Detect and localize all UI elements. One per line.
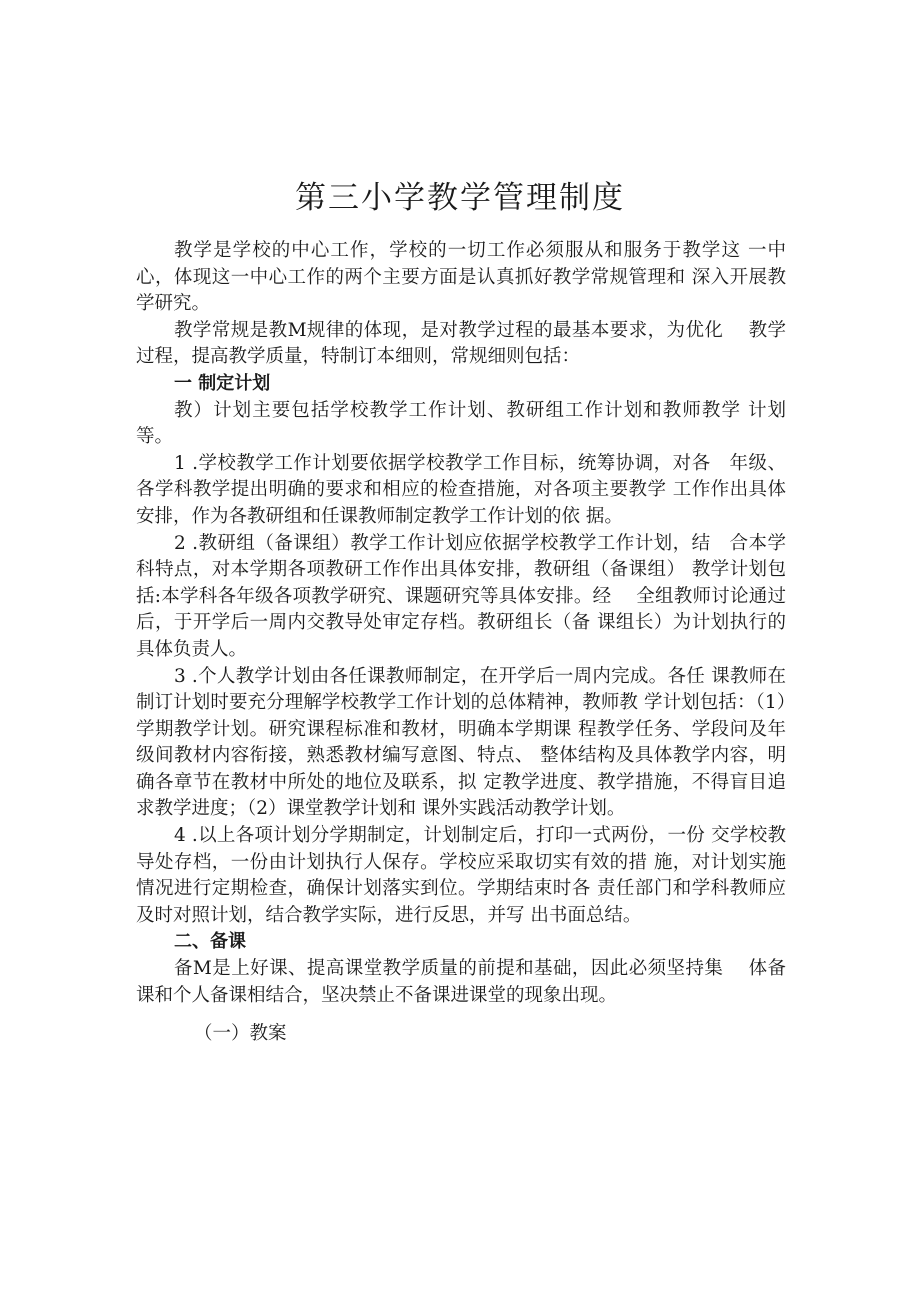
section-lesson-prep-intro: 备M是上好课、提高课堂教学质量的前提和基础，因此必须坚持集 体备课和个人备课相结合，坚决禁止不备课进课堂的现象出现。: [136, 958, 786, 1006]
document-body: [136, 238, 786, 1048]
section-plan-intro: 教）计划主要包括学校教学工作计划、教研组工作计划和教师教学 计划等。: [136, 399, 786, 448]
plan-item-3: 3 .个人教学计划由各任课教师制定，在开学后一周内完成。各任 课教师在制订计划时要充分理解学校教学工作计划的总体精神，教师教 学计划包括：（1）学期教学计划。研究课程标准和教材，明确本学期课 程教学任务、学段问及年级间教材内容衔接，熟悉教材编写意图、特点、 整体结构及具体教学内容，明确各章节在教材中所处的地位及联系，拟 定教学进度、教学措施，不得盲目追求教学进度；（2）课堂教学计划和 课外实践活动教学计划。: [136, 665, 786, 820]
sub-heading-lesson-plan: （一）教案: [194, 1023, 287, 1045]
intro-paragraph-2: 教学常规是教M规律的体现，是对教学过程的最基本要求，为优化 教学过程，提高教学质量，特制订本细则，常规细则包括：: [136, 319, 786, 368]
plan-item-1: 1 .学校教学工作计划要依据学校教学工作目标，统筹协调，对各 年级、各学科教学提出明确的要求和相应的检查措施，对各项主要教学 工作作出具体安排，作为各教研组和任课教师制定教学工作计划的依 据。: [136, 452, 786, 527]
plan-item-2: 2 .教研组（备课组）教学工作计划应依据学校教学工作计划，结 合本学科特点，对本学期各项教研工作作出具体安排，教研组（备课组） 教学计划包括:本学科各年级各项教学研究、课题研究等具体安排。经 全组教师讨论通过后，于开学后一周内交教导处审定存档。教研组长（备 课组长）为计划执行的具体负责人。: [136, 532, 786, 660]
section-heading-plan: 一 制定计划: [174, 372, 271, 394]
section-heading-lesson-prep: 二、备课: [174, 931, 246, 953]
intro-paragraph-1: 教学是学校的中心工作，学校的一切工作必须服从和服务于教学这 一中心，体现这一中心工作的两个主要方面是认真抓好教学常规管理和 深入开展教学研究。: [136, 240, 786, 315]
document-title: 第三小学教学管理制度: [295, 180, 625, 216]
plan-item-4: 4 .以上各项计划分学期制定，计划制定后，打印一式两份，一份 交学校教导处存档，一份由计划执行人保存。学校应采取切实有效的措 施，对计划实施情况进行定期检查，确保计划落实到位。学期结束时各 责任部门和学科教师应及时对照计划，结合教学实际，进行反思，并写 出书面总结。: [136, 825, 786, 926]
